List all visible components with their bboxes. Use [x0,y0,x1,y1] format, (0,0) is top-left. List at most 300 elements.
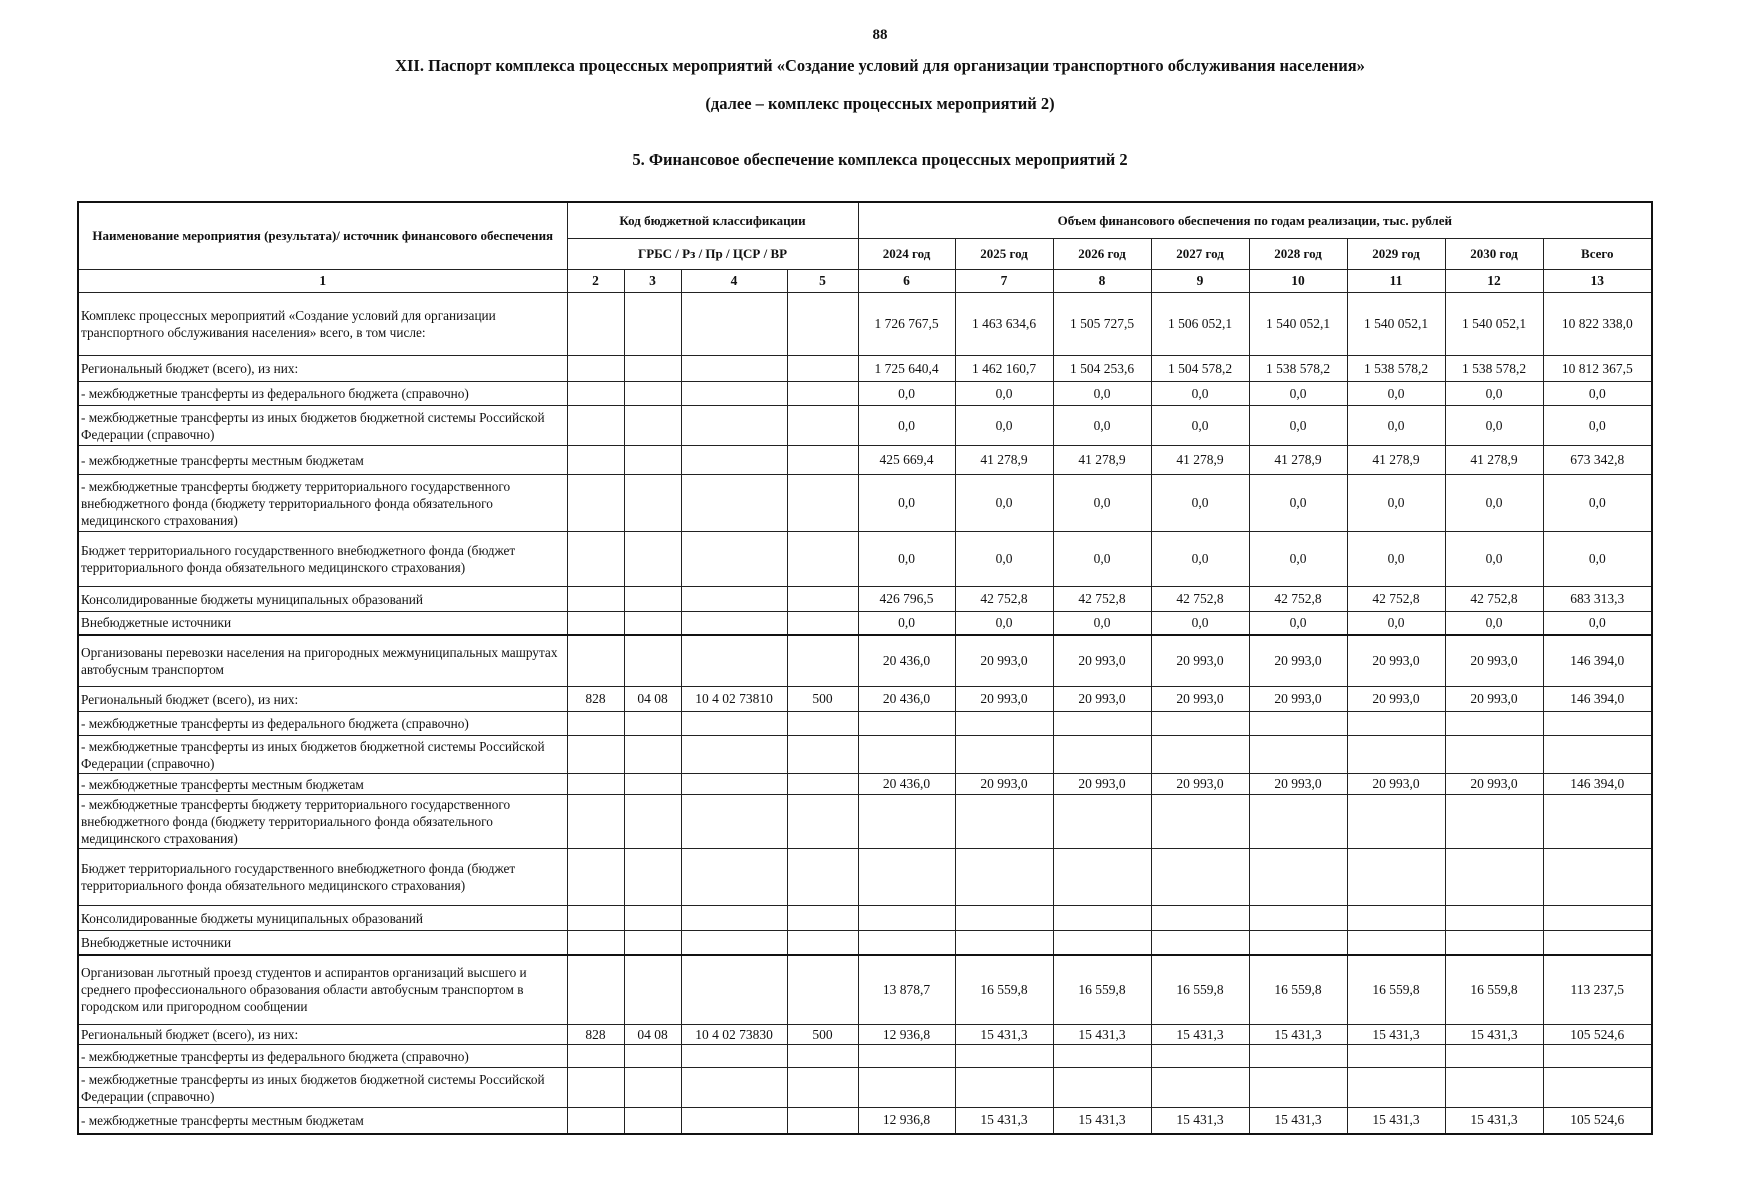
value-total: 0,0 [1543,612,1652,635]
row-name: - межбюджетные трансферты из федерального бюджета (справочно) [78,382,567,406]
value-total: 10 822 338,0 [1543,293,1652,356]
value-2026 [1053,736,1151,774]
value-2025 [955,849,1053,906]
grbs-cell: 828 [567,1025,624,1045]
grbs-cell [567,475,624,532]
value-2029: 0,0 [1347,532,1445,587]
header-year: 2025 год [955,239,1053,270]
value-2024: 0,0 [858,612,955,635]
csr-cell [681,736,787,774]
grbs-cell [567,1108,624,1134]
value-2027: 42 752,8 [1151,587,1249,612]
csr-cell [681,587,787,612]
value-2024 [858,849,955,906]
row-name: - межбюджетные трансферты из иных бюджетов бюджетной системы Российской Федерации (справочно) [78,736,567,774]
value-2030: 20 993,0 [1445,687,1543,712]
value-2029 [1347,906,1445,931]
grbs-cell [567,612,624,635]
csr-cell [681,795,787,849]
value-2027 [1151,906,1249,931]
value-2025: 16 559,8 [955,955,1053,1025]
table-row [78,293,1652,356]
value-2024: 20 436,0 [858,687,955,712]
value-2026 [1053,1068,1151,1108]
grbs-cell: 828 [567,687,624,712]
header-year: 2024 год [858,239,955,270]
rz-pr-cell [624,1045,681,1068]
row-name: Консолидированные бюджеты муниципальных образований [78,587,567,612]
rz-pr-cell [624,712,681,736]
value-2028: 0,0 [1249,475,1347,532]
column-number: 12 [1445,270,1543,293]
value-2026: 42 752,8 [1053,587,1151,612]
value-2030 [1445,849,1543,906]
header-year: 2028 год [1249,239,1347,270]
table-row [78,1068,1652,1108]
vr-cell [787,736,858,774]
value-2027 [1151,1045,1249,1068]
value-2029: 15 431,3 [1347,1025,1445,1045]
value-2028 [1249,795,1347,849]
value-2029: 0,0 [1347,475,1445,532]
value-2024 [858,1045,955,1068]
csr-cell [681,356,787,382]
value-total [1543,1045,1652,1068]
value-2027: 0,0 [1151,612,1249,635]
table-row [78,587,1652,612]
table-row [78,1045,1652,1068]
value-2028: 1 538 578,2 [1249,356,1347,382]
value-2030: 42 752,8 [1445,587,1543,612]
value-2030 [1445,1045,1543,1068]
rz-pr-cell [624,532,681,587]
column-number: 4 [681,270,787,293]
table-row [78,795,1652,849]
rz-pr-cell [624,356,681,382]
value-2028: 20 993,0 [1249,774,1347,795]
row-name: - межбюджетные трансферты местным бюджетам [78,774,567,795]
table-row [78,849,1652,906]
vr-cell [787,612,858,635]
vr-cell [787,955,858,1025]
value-total: 0,0 [1543,382,1652,406]
table-row [78,712,1652,736]
value-2026: 0,0 [1053,475,1151,532]
rz-pr-cell: 04 08 [624,1025,681,1045]
table-row [78,446,1652,475]
table-row [78,612,1652,635]
value-2024: 426 796,5 [858,587,955,612]
rz-pr-cell [624,774,681,795]
value-2026 [1053,1045,1151,1068]
value-2030 [1445,795,1543,849]
value-2027: 1 506 052,1 [1151,293,1249,356]
value-2025 [955,736,1053,774]
value-total: 113 237,5 [1543,955,1652,1025]
grbs-cell [567,587,624,612]
csr-cell [681,1068,787,1108]
value-2026: 20 993,0 [1053,687,1151,712]
value-2028: 15 431,3 [1249,1025,1347,1045]
value-2029: 0,0 [1347,612,1445,635]
header-total: Всего [1543,239,1652,270]
value-2027: 1 504 578,2 [1151,356,1249,382]
value-2025 [955,1068,1053,1108]
column-number: 11 [1347,270,1445,293]
value-2030: 1 540 052,1 [1445,293,1543,356]
csr-cell [681,382,787,406]
value-2027: 0,0 [1151,406,1249,446]
column-number: 9 [1151,270,1249,293]
vr-cell [787,1108,858,1134]
value-2025 [955,931,1053,955]
value-2027: 0,0 [1151,532,1249,587]
table-row [78,774,1652,795]
value-2028: 20 993,0 [1249,687,1347,712]
value-2025: 15 431,3 [955,1108,1053,1134]
header-year: 2029 год [1347,239,1445,270]
value-total [1543,931,1652,955]
value-2028 [1249,906,1347,931]
value-2027 [1151,795,1249,849]
rz-pr-cell [624,587,681,612]
vr-cell: 500 [787,687,858,712]
value-2024: 13 878,7 [858,955,955,1025]
value-2030 [1445,1068,1543,1108]
value-2030 [1445,736,1543,774]
vr-cell [787,1068,858,1108]
value-2025: 0,0 [955,406,1053,446]
value-2028 [1249,849,1347,906]
grbs-cell [567,849,624,906]
value-2027: 20 993,0 [1151,774,1249,795]
grbs-cell [567,774,624,795]
value-2026: 15 431,3 [1053,1108,1151,1134]
row-name: - межбюджетные трансферты местным бюджетам [78,446,567,475]
value-2029: 15 431,3 [1347,1108,1445,1134]
value-2027 [1151,931,1249,955]
column-number: 6 [858,270,955,293]
table-row [78,532,1652,587]
row-name: Организованы перевозки населения на пригородных межмуниципальных машрутах автобусным транспортом [78,635,567,687]
value-total [1543,795,1652,849]
value-2028: 0,0 [1249,532,1347,587]
vr-cell [787,446,858,475]
csr-cell [681,446,787,475]
value-2029 [1347,795,1445,849]
value-2030: 0,0 [1445,612,1543,635]
row-name: - межбюджетные трансферты бюджету территориального государственного внебюджетного фонда (бюджету территориального фонда обязательного медицинского страхования) [78,795,567,849]
grbs-cell [567,1068,624,1108]
passport-title: XII. Паспорт комплекса процессных мероприятий «Создание условий для организации транспортного обслуживания населения» [395,56,1365,75]
vr-cell [787,849,858,906]
rz-pr-cell [624,795,681,849]
value-2024: 0,0 [858,532,955,587]
csr-cell [681,532,787,587]
csr-cell [681,475,787,532]
grbs-cell [567,712,624,736]
csr-cell [681,293,787,356]
value-2025 [955,712,1053,736]
value-2030 [1445,931,1543,955]
grbs-cell [567,356,624,382]
value-2024: 20 436,0 [858,774,955,795]
grbs-cell [567,382,624,406]
grbs-cell [567,931,624,955]
table-row [78,736,1652,774]
value-2030: 20 993,0 [1445,774,1543,795]
value-2029 [1347,849,1445,906]
value-2027: 16 559,8 [1151,955,1249,1025]
value-2029: 0,0 [1347,382,1445,406]
row-name: Организован льготный проезд студентов и аспирантов организаций высшего и среднего профессионального образования области автобусным транспортом в городском или пригородном сообщении [78,955,567,1025]
table-row [78,687,1652,712]
value-2025: 0,0 [955,612,1053,635]
value-2028 [1249,736,1347,774]
value-2028: 0,0 [1249,612,1347,635]
rz-pr-cell [624,612,681,635]
vr-cell [787,293,858,356]
value-total: 105 524,6 [1543,1108,1652,1134]
value-total: 0,0 [1543,475,1652,532]
value-2025: 0,0 [955,382,1053,406]
value-2025: 1 463 634,6 [955,293,1053,356]
value-2024 [858,906,955,931]
value-2028: 16 559,8 [1249,955,1347,1025]
grbs-cell [567,736,624,774]
csr-cell [681,774,787,795]
row-name: Консолидированные бюджеты муниципальных образований [78,906,567,931]
value-2026: 15 431,3 [1053,1025,1151,1045]
value-2029 [1347,1045,1445,1068]
row-name: - межбюджетные трансферты из федерального бюджета (справочно) [78,1045,567,1068]
value-2030: 1 538 578,2 [1445,356,1543,382]
value-2026: 41 278,9 [1053,446,1151,475]
value-2029 [1347,931,1445,955]
header-name-column: Наименование мероприятия (результата)/ источник финансового обеспечения [78,202,567,270]
csr-cell [681,712,787,736]
value-2024: 20 436,0 [858,635,955,687]
value-2030: 16 559,8 [1445,955,1543,1025]
value-2027: 20 993,0 [1151,687,1249,712]
value-total: 146 394,0 [1543,687,1652,712]
vr-cell [787,712,858,736]
grbs-cell [567,635,624,687]
column-number: 13 [1543,270,1652,293]
table-row [78,356,1652,382]
header-code-sub: ГРБС / Рз / Пр / ЦСР / ВР [567,239,858,270]
value-2024 [858,712,955,736]
csr-cell: 10 4 02 73810 [681,687,787,712]
value-2026 [1053,849,1151,906]
rz-pr-cell [624,635,681,687]
value-2024: 425 669,4 [858,446,955,475]
rz-pr-cell [624,849,681,906]
section-title: 5. Финансовое обеспечение комплекса процессных мероприятий 2 [632,150,1128,169]
value-2026: 1 504 253,6 [1053,356,1151,382]
table-row [78,955,1652,1025]
value-2025: 42 752,8 [955,587,1053,612]
value-2029: 1 538 578,2 [1347,356,1445,382]
value-total [1543,906,1652,931]
row-name: - межбюджетные трансферты бюджету территориального государственного внебюджетного фонда (бюджету территориального фонда обязательного медицинского страхования) [78,475,567,532]
column-number: 7 [955,270,1053,293]
vr-cell [787,635,858,687]
vr-cell [787,475,858,532]
value-2025 [955,1045,1053,1068]
table-row [78,635,1652,687]
value-total: 146 394,0 [1543,774,1652,795]
value-2030: 15 431,3 [1445,1025,1543,1045]
value-2026: 16 559,8 [1053,955,1151,1025]
value-total [1543,712,1652,736]
rz-pr-cell [624,955,681,1025]
value-2029 [1347,1068,1445,1108]
csr-cell [681,955,787,1025]
value-2030: 0,0 [1445,406,1543,446]
rz-pr-cell [624,931,681,955]
value-total [1543,736,1652,774]
value-2027: 41 278,9 [1151,446,1249,475]
value-2026: 0,0 [1053,612,1151,635]
rz-pr-cell [624,293,681,356]
value-2030: 20 993,0 [1445,635,1543,687]
row-name: Комплекс процессных мероприятий «Создание условий для организации транспортного обслуживания населения» всего, в том числе: [78,293,567,356]
row-name: Внебюджетные источники [78,612,567,635]
value-2027: 0,0 [1151,475,1249,532]
row-name: Региональный бюджет (всего), из них: [78,356,567,382]
value-2029: 42 752,8 [1347,587,1445,612]
passport-subtitle: (далее – комплекс процессных мероприятий 2) [705,94,1055,113]
value-2024: 0,0 [858,406,955,446]
value-total: 0,0 [1543,532,1652,587]
table-row [78,931,1652,955]
value-2029: 1 540 052,1 [1347,293,1445,356]
value-2028: 15 431,3 [1249,1108,1347,1134]
csr-cell [681,635,787,687]
grbs-cell [567,406,624,446]
csr-cell [681,612,787,635]
vr-cell [787,795,858,849]
rz-pr-cell: 04 08 [624,687,681,712]
value-2025: 41 278,9 [955,446,1053,475]
vr-cell [787,532,858,587]
financing-table [77,201,1653,1135]
row-name: - межбюджетные трансферты местным бюджетам [78,1108,567,1134]
rz-pr-cell [624,446,681,475]
csr-cell: 10 4 02 73830 [681,1025,787,1045]
value-2024: 0,0 [858,382,955,406]
header-year: 2030 год [1445,239,1543,270]
grbs-cell [567,532,624,587]
value-2028: 0,0 [1249,382,1347,406]
vr-cell [787,587,858,612]
value-total: 10 812 367,5 [1543,356,1652,382]
value-2028 [1249,712,1347,736]
value-2029: 0,0 [1347,406,1445,446]
row-name: Региональный бюджет (всего), из них: [78,687,567,712]
value-2029: 20 993,0 [1347,687,1445,712]
table-row [78,382,1652,406]
header-volume-group: Объем финансового обеспечения по годам реализации, тыс. рублей [858,202,1652,239]
value-2029: 20 993,0 [1347,635,1445,687]
value-2028: 0,0 [1249,406,1347,446]
grbs-cell [567,906,624,931]
csr-cell [681,906,787,931]
value-2025 [955,906,1053,931]
table-row [78,475,1652,532]
value-2029: 20 993,0 [1347,774,1445,795]
vr-cell [787,931,858,955]
value-2025: 1 462 160,7 [955,356,1053,382]
value-2026: 0,0 [1053,382,1151,406]
rz-pr-cell [624,1068,681,1108]
value-2025: 20 993,0 [955,687,1053,712]
value-2024 [858,795,955,849]
table-row [78,1108,1652,1134]
value-2024 [858,931,955,955]
value-2026: 20 993,0 [1053,774,1151,795]
page-number: 88 [872,27,888,43]
column-number: 10 [1249,270,1347,293]
table-row [78,406,1652,446]
value-2028 [1249,1068,1347,1108]
value-2024: 1 725 640,4 [858,356,955,382]
value-2030 [1445,712,1543,736]
value-2027 [1151,712,1249,736]
column-number: 8 [1053,270,1151,293]
grbs-cell [567,795,624,849]
value-2027: 0,0 [1151,382,1249,406]
rz-pr-cell [624,406,681,446]
value-2028: 41 278,9 [1249,446,1347,475]
value-2024 [858,1068,955,1108]
value-2028 [1249,1045,1347,1068]
grbs-cell [567,955,624,1025]
rz-pr-cell [624,906,681,931]
value-2024: 1 726 767,5 [858,293,955,356]
row-name: Бюджет территориального государственного внебюджетного фонда (бюджет территориального фонда обязательного медицинского страхования) [78,532,567,587]
value-2024: 12 936,8 [858,1025,955,1045]
value-2030 [1445,906,1543,931]
value-total [1543,1068,1652,1108]
value-2026 [1053,795,1151,849]
rz-pr-cell [624,1108,681,1134]
value-2026 [1053,906,1151,931]
value-total: 0,0 [1543,406,1652,446]
value-2026: 1 505 727,5 [1053,293,1151,356]
vr-cell [787,356,858,382]
csr-cell [681,931,787,955]
vr-cell [787,1045,858,1068]
vr-cell [787,906,858,931]
value-2027 [1151,1068,1249,1108]
value-2030: 0,0 [1445,475,1543,532]
grbs-cell [567,1045,624,1068]
column-number: 5 [787,270,858,293]
value-2029: 16 559,8 [1347,955,1445,1025]
value-2025: 20 993,0 [955,635,1053,687]
row-name: - межбюджетные трансферты из иных бюджетов бюджетной системы Российской Федерации (справочно) [78,406,567,446]
vr-cell: 500 [787,1025,858,1045]
value-2028: 1 540 052,1 [1249,293,1347,356]
value-2026 [1053,931,1151,955]
value-total: 683 313,3 [1543,587,1652,612]
value-2028 [1249,931,1347,955]
value-2027 [1151,849,1249,906]
row-name: Внебюджетные источники [78,931,567,955]
value-total: 673 342,8 [1543,446,1652,475]
